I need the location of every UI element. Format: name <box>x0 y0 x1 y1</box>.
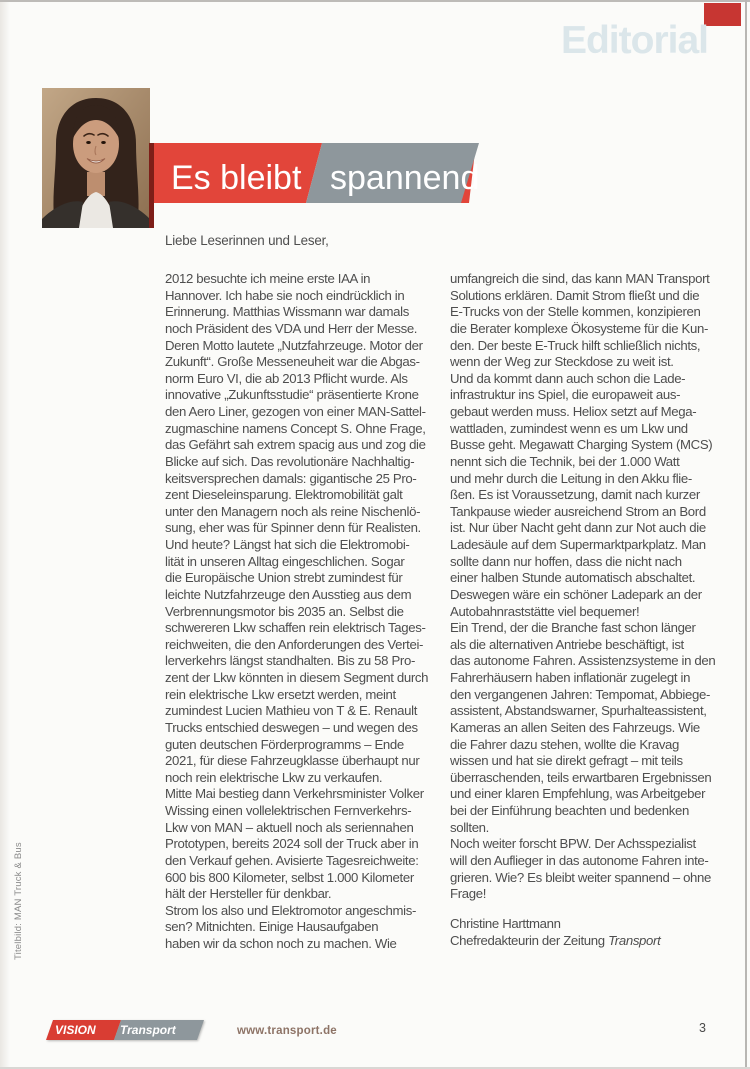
text-line: nennt sich die Technik, bei der 1.000 Watt <box>450 453 680 469</box>
signature-name: Christine Harttmann <box>450 916 561 931</box>
text-line: keitsversprechen damals: gigantische 25 Pro- <box>165 470 417 486</box>
text-line: gebaut werden muss. Heliox setzt auf Mega- <box>450 404 697 419</box>
text-line: die Europäische Union strebt zumindest für <box>165 570 403 586</box>
text-line: sung, eher was für Spinner denn für Realisten. <box>165 520 421 536</box>
text-line: wattladen, zumindest wenn es um Lkw und <box>450 420 688 436</box>
text-line: Wissing einen vollelektrischen Fernverkehrs- <box>165 803 412 818</box>
text-line: leichte Nutzfahrzeuge den Ausstieg aus dem <box>165 586 412 602</box>
text-line: haben wir da schon noch zu machen. Wie <box>165 936 397 951</box>
text-line: Autobahnraststätte viel bequemer! <box>450 603 640 619</box>
text-line: assistent, Abstandswarner, Spurhalteassistent, <box>450 703 707 719</box>
text-line: E-Trucks von der Stelle kommen, konzipieren <box>450 304 701 320</box>
page-number: 3 <box>699 1021 706 1035</box>
text-line: zent der Lkw könnten in diesem Segment durch <box>165 670 429 685</box>
text-line: hält der Hersteller für denkbar. <box>165 886 332 902</box>
text-line: lerverkehrs längst standhalten. Bis zu 58 Pro- <box>165 653 415 669</box>
text-line: Kameras an allen Seiten des Fahrzeugs. Wie <box>450 719 700 735</box>
text-line: Und da kommt dann auch schon die Lade- <box>450 370 686 386</box>
text-line: das Gefährt sah extrem spacig aus und zog die <box>165 437 426 453</box>
text-line: 2021, für diese Fahrzeugklasse überhaupt nur <box>165 753 420 769</box>
text-line: den. Der beste E-Truck hilft schließlich nichts, <box>450 337 701 353</box>
text-line: 2012 besuchte ich meine erste IAA in <box>165 271 371 286</box>
text-line: die Berater komplexe Ökosysteme für die Kun- <box>450 320 708 336</box>
text-line: den Aero Liner, gezogen von einer MAN-Sattel- <box>165 404 426 419</box>
text-line: Erinnerung. Matthias Wissmann war damals <box>165 304 409 320</box>
text-line: Und heute? Längst hat sich die Elektromobi- <box>165 537 410 552</box>
photo-credit-caption: Titelbild: MAN Truck & Bus <box>13 842 24 960</box>
text-line: Prototypen, bereits 2024 soll der Truck aber in <box>165 836 419 852</box>
text-line: ßen. Es ist Voraussetzung, damit nach kurzer <box>450 487 700 503</box>
banner-title-part1: Es bleibt <box>171 159 302 197</box>
signature-role <box>450 933 660 950</box>
text-line: und einer klaren Empfehlung, was Arbeitgeber <box>450 786 706 802</box>
text-line: umfangreich die sind, das kann MAN Transport <box>450 271 710 286</box>
text-line: bei der Einführung beachten und bedenken <box>450 803 689 818</box>
page-edge-line-right <box>745 0 747 1069</box>
text-line: Tankpause wieder ausreichend Strom an Bord <box>450 503 706 519</box>
text-line: sen? Mitnichten. Einige Hausaufgaben <box>165 919 379 935</box>
text-line: Strom los also und Elektromotor angeschmis- <box>165 902 417 918</box>
text-line: das autonome Fahren. Assistenzsysteme in den <box>450 653 716 669</box>
banner-title-part2: spannend <box>330 159 480 197</box>
text-line: zumindest Lucien Mathieu von T & E. Renault <box>165 703 418 719</box>
text-line: Mitte Mai bestieg dann Verkehrsminister Volker <box>165 786 424 802</box>
text-line: unter den Managern noch als reine Nischenlö- <box>165 503 421 519</box>
text-line: zent Dieseleinsparung. Elektromobilität galt <box>165 487 403 503</box>
text-line: sollten. <box>450 819 489 835</box>
banner-dark-edge <box>149 143 154 228</box>
text-line: die Fahrer dazu stehen, wollte die Kravag <box>450 736 680 752</box>
text-line: Ein Trend, der die Branche fast schon länger <box>450 620 696 636</box>
text-line: Zukunft“. Große Messeneuheit war die Abgas- <box>165 354 420 370</box>
editor-portrait-photo <box>42 88 150 228</box>
text-line: will den Auflieger in das autonome Fahren inte- <box>450 852 709 868</box>
text-line: Ladesäule auf dem Supermarktparkplatz. Man <box>450 537 706 552</box>
text-line: Verbrennungsmotor bis 2035 an. Selbst die <box>165 603 404 619</box>
text-line: innovative „Zukunftsstudie“ präsentierte Krone <box>165 387 419 403</box>
page-edge-line-top <box>0 0 750 2</box>
text-line: 600 bis 800 Kilometer, selbst 1.000 Kilometer <box>165 869 414 885</box>
body-column-right <box>450 271 715 903</box>
body-column-left <box>165 271 428 953</box>
signature-role-text: Chefredakteurin der Zeitung <box>450 932 609 948</box>
signature-block <box>450 916 660 949</box>
text-line: den vergangenen Jahren: Tempomat, Abbiege- <box>450 686 710 702</box>
text-line: wissen und hat sie direkt gefragt – mit teils <box>450 753 683 769</box>
text-line: grieren. Wie? Es bleibt weiter spannend – ohne <box>450 869 712 885</box>
text-line: Blicke auf sich. Das revolutionäre Nachhaltig- <box>165 453 415 469</box>
text-line: einer halben Stunde automatisch abschaltet. <box>450 570 696 586</box>
text-line: und mehr durch die Leitung in den Akku flie- <box>450 470 692 486</box>
text-line: Trucks entschied deswegen – und wegen des <box>165 719 418 735</box>
text-line: infrastruktur ins Spiel, die europaweit aus- <box>450 387 681 403</box>
page-edge-shade-left <box>0 0 10 1069</box>
text-line: noch Präsident des VDA und Herr der Messe. <box>165 320 418 336</box>
text-line: Hannover. Ich habe sie noch eindrücklich in <box>165 287 405 303</box>
greeting-line: Liebe Leserinnen und Leser, <box>165 233 329 248</box>
text-line: Fahrerhäusern haben inflationär zugelegt in <box>450 670 691 685</box>
signature-publication-name: Transport <box>608 932 661 948</box>
section-title-editorial: Editorial <box>560 19 708 62</box>
text-line: reichweiten, die den Anforderungen des Vertei- <box>165 636 424 652</box>
logo-text-vision: VISION <box>55 1023 96 1037</box>
text-line: Noch weiter forscht BPW. Der Achsspezialist <box>450 836 696 852</box>
text-line: lität in unseren Alltag eingeschlichen. Sogar <box>165 553 405 569</box>
corner-accent-mark <box>704 3 741 26</box>
text-line: schwereren Lkw schaffen rein elektrisch Tages- <box>165 620 426 636</box>
text-line: Deren Motto lautete „Nutzfahrzeuge. Motor der <box>165 337 423 353</box>
text-line: noch rein elektrische Lkw zu verkaufen. <box>165 769 383 785</box>
text-line: überraschenden, teils erwartbaren Ergebnissen <box>450 769 712 785</box>
text-line: norm Euro VI, die ab 2013 Pflicht wurde. Als <box>165 370 408 386</box>
text-line: wenn der Weg zur Steckdose zu weit ist. <box>450 354 674 370</box>
text-line: zugmaschine namens Concept S. Ohne Frage, <box>165 420 426 436</box>
text-line: Solutions erklären. Damit Strom fließt und die <box>450 287 700 303</box>
text-line: sollte dann nur hoffen, dass die nicht nach <box>450 553 682 569</box>
text-line: rein elektrische Lkw ersetzt werden, meint <box>165 686 396 702</box>
text-line: Deswegen wäre ein schöner Ladepark an der <box>450 586 702 602</box>
website-url: www.transport.de <box>237 1025 337 1037</box>
text-line: guten deutschen Förderprogramms – Ende <box>165 736 404 752</box>
text-line: als die alternativen Antriebe beschäftigt, ist <box>450 636 684 652</box>
text-line: ist. Nur über Nacht geht dann zur Not auch die <box>450 520 706 536</box>
text-line: Lkw von MAN – aktuell noch als seriennahen <box>165 819 414 835</box>
text-line: Frage! <box>450 886 487 902</box>
logo-text-transport: Transport <box>120 1023 176 1037</box>
text-line: den Verkauf gehen. Avisierte Tagesreichweite: <box>165 852 419 868</box>
text-line: Busse geht. Megawatt Charging System (MCS) <box>450 437 713 453</box>
